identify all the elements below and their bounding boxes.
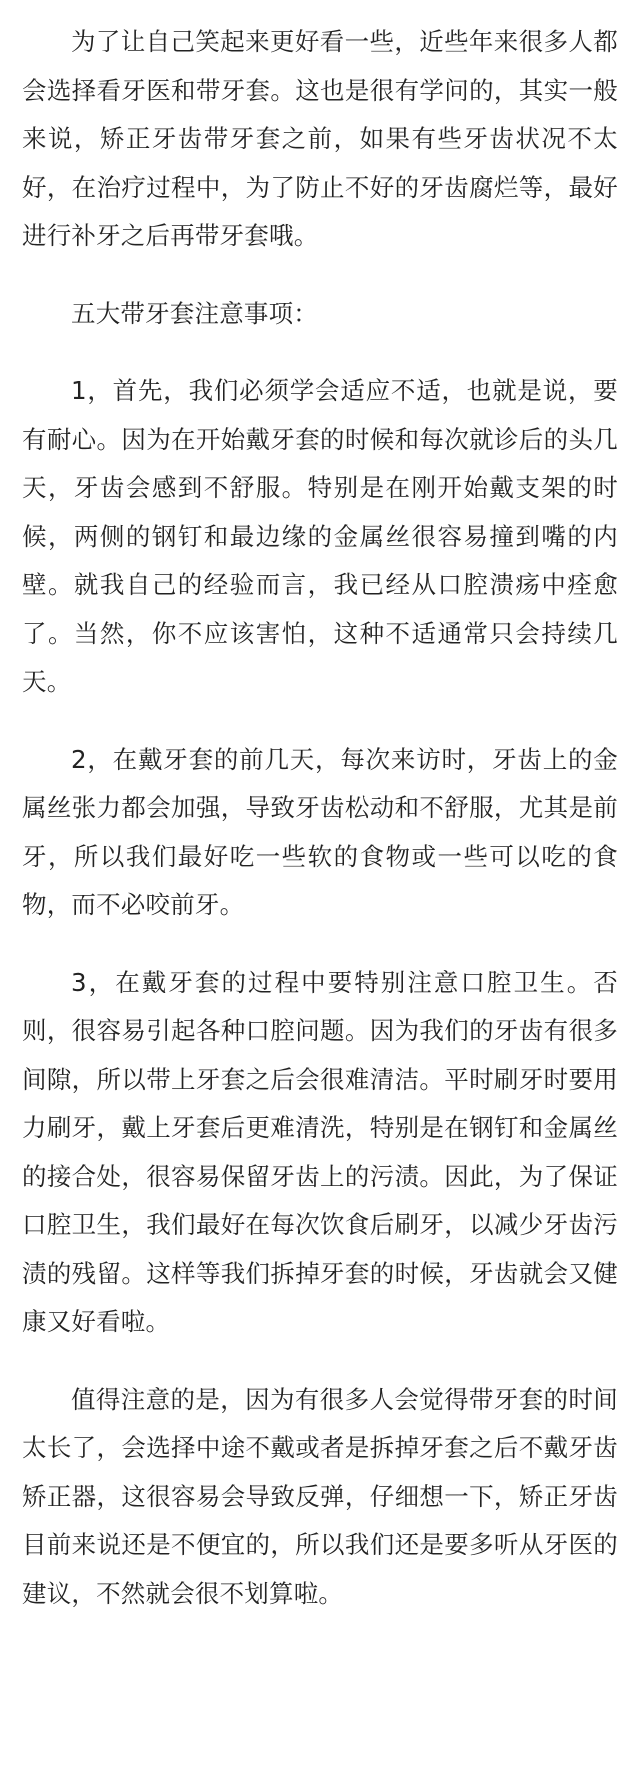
tip-paragraph-2: 2，在戴牙套的前几天，每次来访时，牙齿上的金属丝张力都会加强，导致牙齿松动和不舒服，尤其是前牙，所以我们最好吃一些软的食物或一些可以吃的食物，而不必咬前牙。 [22, 744, 618, 919]
intro-paragraph: 为了让自己笑起来更好看一些，近些年来很多人都会选择看牙医和带牙套。这也是很有学问的，其实一般来说，矫正牙齿带牙套之前，如果有些牙齿状况不太好，在治疗过程中，为了防止不好的牙齿腐烂等，最好进行补牙之后再带牙套哦。 [22, 27, 618, 250]
section-heading: 五大带牙套注意事项： [71, 298, 318, 328]
tip-paragraph-3: 3，在戴牙套的过程中要特别注意口腔卫生。否则，很容易引起各种口腔问题。因为我们的牙齿有很多间隙，所以带上牙套之后会很难清洁。平时刷牙时要用力刷牙，戴上牙套后更难清洗，特别是在钢钉和金属丝的接合处，很容易保留牙齿上的污渍。因此，为了保证口腔卫生，我们最好在每次饮食后刷牙，以减少牙齿污渍的残留。这样等我们拆掉牙套的时候，牙齿就会又健康又好看啦。 [22, 967, 618, 1336]
tip-paragraph-1: 1，首先，我们必须学会适应不适，也就是说，要有耐心。因为在开始戴牙套的时候和每次就诊后的头几天，牙齿会感到不舒服。特别是在刚开始戴支架的时候，两侧的钢钉和最边缘的金属丝很容易撞到嘴的内壁。就我自己的经验而言，我已经从口腔溃疡中痊愈了。当然，你不应该害怕，这种不适通常只会持续几天。 [22, 376, 618, 696]
closing-paragraph: 值得注意的是，因为有很多人会觉得带牙套的时间太长了，会选择中途不戴或者是拆掉牙套之后不戴牙齿矫正器，这很容易会导致反弹，仔细想一下，矫正牙齿目前来说还是不便宜的，所以我们还是要多听从牙医的建议，不然就会很不划算啦。 [22, 1384, 618, 1608]
